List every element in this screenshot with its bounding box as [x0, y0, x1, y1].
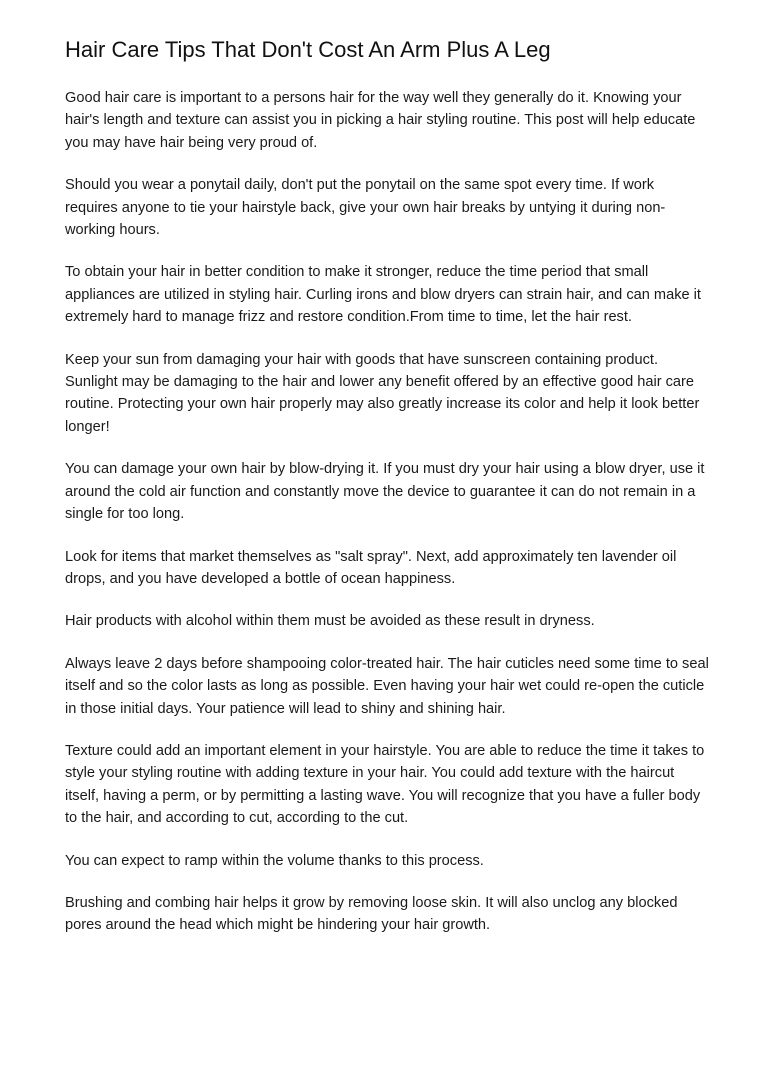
paragraph: Brushing and combing hair helps it grow by removing loose skin. It will also unclog any blocked pores around the head which might be hindering your hair growth. — [65, 894, 678, 934]
paragraph: Look for items that market themselves as "salt spray". Next, add approximately ten lavender oil drops, and you have developed a bottle of ocean happiness. — [65, 548, 677, 587]
paragraph: Good hair care is important to a persons hair for the way well they generally do it. Knowing your hair's length and texture can assist you in picking a hair styling routine. This post will help educate you may have hair being very proud of. — [65, 90, 696, 151]
paragraph: Should you wear a ponytail daily, don't put the ponytail on the same spot every time. If work requires anyone to tie your hairstyle back, give your own hair breaks by untying it during non-working hours. — [65, 177, 666, 239]
document-body — [65, 87, 710, 937]
document-page — [65, 36, 710, 957]
paragraph: Always leave 2 days before shampooing color-treated hair. The hair cuticles need some time to seal itself and so the color lasts as long as possible. Even having your hair wet could re-open the cuticle in those initial days. Your patience will lead to shiny and shining hair. — [65, 655, 709, 717]
paragraph: Keep your sun from damaging your hair with goods that have sunscreen containing product. Sunlight may be damaging to the hair and lower any benefit offered by an effective good hair care routine. Protecting your own hair properly may also greatly increase its color and help it look better longer! — [65, 351, 700, 435]
paragraph: Texture could add an important element in your hairstyle. You are able to reduce the time it takes to style your styling routine with adding texture in your hair. You could add texture with the haircut itself, having a perm, or by permitting a lasting wave. You will recognize that you have a fuller body to the hair, and according to cut, according to the cut. — [65, 742, 705, 827]
paragraph: You can damage your own hair by blow-drying it. If you must dry your hair using a blow dryer, use it around the cold air function and constantly move the device to guarantee it can do not remain in a single for too long. — [65, 461, 705, 523]
paragraph: Hair products with alcohol within them must be avoided as these result in dryness. — [65, 613, 595, 630]
paragraph: You can expect to ramp within the volume thanks to this process. — [65, 852, 484, 869]
document-title: Hair Care Tips That Don't Cost An Arm Plus A Leg — [65, 37, 551, 62]
paragraph: To obtain your hair in better condition to make it stronger, reduce the time period that small appliances are utilized in styling hair. Curling irons and blow dryers can strain hair, and can make it extremely hard to manage frizz and restore condition.From time to time, let the hair rest. — [65, 264, 701, 326]
